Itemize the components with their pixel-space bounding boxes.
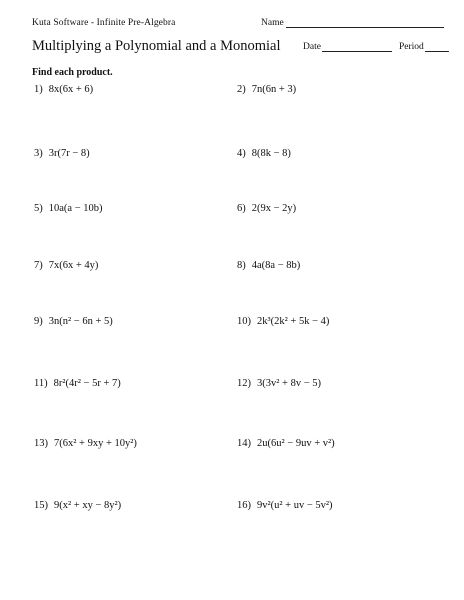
problem-expression: 2u(6u² − 9uv + v²)	[257, 438, 335, 449]
problem-number: 15)	[34, 500, 48, 511]
problem-number: 12)	[237, 378, 251, 389]
problem-expression: 8(8k − 8)	[251, 148, 291, 159]
problem-number: 9)	[34, 316, 43, 327]
problem-expression: 10a(a − 10b)	[48, 203, 103, 214]
problem-1	[34, 84, 93, 95]
problem-15	[34, 500, 121, 511]
name-label: Name	[261, 18, 284, 28]
problem-expression: 8r²(4r² − 5r + 7)	[53, 378, 121, 389]
problem-2	[237, 84, 296, 95]
problem-expression: 8x(6x + 6)	[48, 84, 94, 95]
problem-expression: 3(3v² + 8v − 5)	[257, 378, 321, 389]
instructions: Find each product.	[32, 67, 113, 78]
problem-9	[34, 316, 113, 327]
problem-expression: 2(9x − 2y)	[251, 203, 297, 214]
problem-number: 7)	[34, 260, 43, 271]
problem-number: 3)	[34, 148, 43, 159]
date-label: Date	[303, 42, 321, 52]
problem-3	[34, 148, 90, 159]
worksheet-header	[32, 18, 442, 32]
problem-number: 11)	[34, 378, 48, 389]
problem-4	[237, 148, 291, 159]
problem-expression: 7n(6n + 3)	[251, 84, 297, 95]
problem-10	[237, 316, 329, 327]
problem-expression: 3r(7r − 8)	[48, 148, 90, 159]
period-line[interactable]	[425, 42, 449, 52]
problem-expression: 9(x² + xy − 8y²)	[54, 500, 122, 511]
problem-number: 8)	[237, 260, 246, 271]
problem-number: 2)	[237, 84, 246, 95]
name-field	[261, 18, 444, 28]
problem-expression: 4a(8a − 8b)	[251, 260, 301, 271]
period-label: Period	[398, 42, 424, 52]
problem-number: 4)	[237, 148, 246, 159]
problem-expression: 2k³(2k² + 5k − 4)	[257, 316, 330, 327]
problem-number: 6)	[237, 203, 246, 214]
problem-5	[34, 203, 103, 214]
problem-expression: 3n(n² − 6n + 5)	[48, 316, 113, 327]
problem-number: 5)	[34, 203, 43, 214]
problem-number: 14)	[237, 438, 251, 449]
problem-16	[237, 500, 333, 511]
date-line[interactable]	[322, 42, 392, 52]
problem-expression: 9v²(u² + uv − 5v²)	[257, 500, 333, 511]
problem-number: 1)	[34, 84, 43, 95]
problem-14	[237, 438, 335, 449]
problem-12	[237, 378, 321, 389]
app-title: Kuta Software - Infinite Pre-Algebra	[32, 18, 176, 28]
name-line[interactable]	[286, 18, 444, 28]
problem-13	[34, 438, 137, 449]
problem-6	[237, 203, 296, 214]
problem-8	[237, 260, 300, 271]
problem-11	[34, 378, 121, 389]
date-period-fields	[303, 42, 449, 52]
worksheet-title: Multiplying a Polynomial and a Monomial	[32, 38, 281, 54]
problem-expression: 7x(6x + 4y)	[48, 260, 99, 271]
problem-expression: 7(6x² + 9xy + 10y²)	[54, 438, 137, 449]
problem-number: 13)	[34, 438, 48, 449]
problem-7	[34, 260, 98, 271]
problem-number: 10)	[237, 316, 251, 327]
problem-number: 16)	[237, 500, 251, 511]
